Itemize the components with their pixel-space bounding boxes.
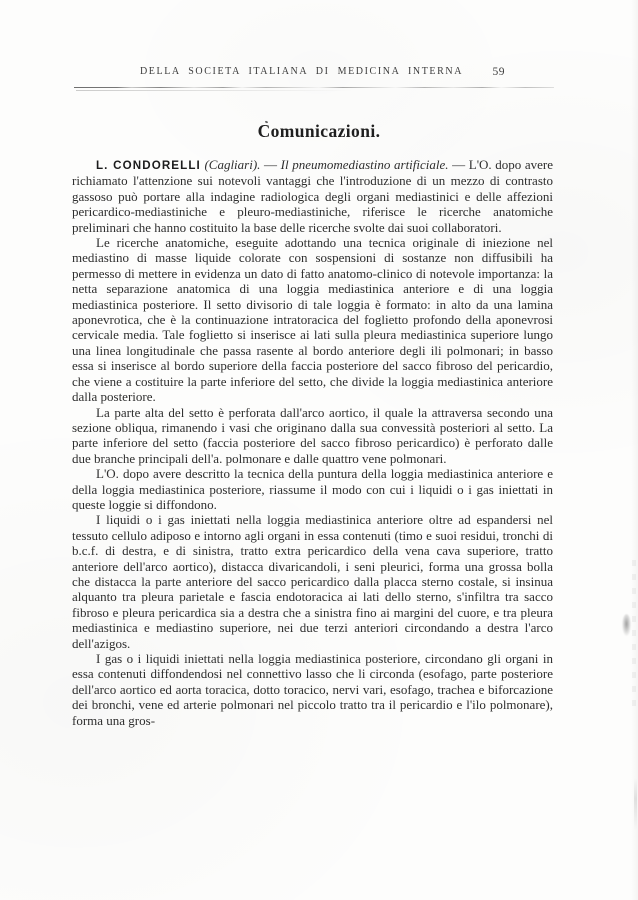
article-lead-paragraph <box>72 157 553 235</box>
body-paragraph: L'O. dopo avere descritto la tecnica della puntura della loggia mediastinica anteriore e della loggia mediastinica posteriore, riassume il modo con cui i liquidi o i gas iniettati in queste loggie si diffondono. <box>72 466 553 512</box>
running-head <box>72 66 553 80</box>
body-paragraph: I gas o i liquidi iniettati nella loggia mediastinica posteriore, circondano gli organi in essa contenuti diffondendosi nel connettivo lasso che li circonda (esofago, parte posteriore dell'arco aortico ed aorta toracica, dotto toracico, nervi vari, esofago, trachea e biforcazione dei bronchi, vene ed arterie polmonari nel piccolo tratto tra il pericardio e l'ilo polmonare), forma una gros- <box>72 651 553 728</box>
article-title: Il pneumomediastino artificiale. <box>280 157 449 172</box>
header-rule <box>74 87 554 89</box>
dash-separator: — <box>264 157 278 172</box>
article-body <box>72 157 553 728</box>
dash-separator: — <box>452 157 466 172</box>
page-number: 59 <box>492 66 505 78</box>
scan-edge-marks <box>632 560 636 710</box>
journal-name: DELLA SOCIETA ITALIANA DI MEDICINA INTERNA <box>139 66 464 77</box>
body-paragraph: Le ricerche anatomiche, eseguite adottando una tecnica originale di iniezione nel mediastino di masse liquide colorate con sospensioni di sostanze non diffusibili ha permesso di mettere in evidenza un dato di fatto anatomo-clinico di notevole importanza: la netta separazione anatomica di una loggia mediastinica anteriore e di una loggia mediastinica posteriore. Il setto divisorio di tale loggia è formato: in alto da una lamina aponevrotica, che è la continuazione intratoracica del foglietto profondo della aponevrosi cervicale media. Tale foglietto si inserisce ai lati sulla pleura mediastinica superiore lungo una linea longitudinale che passa rasente al bordo anteriore degli ili polmonari; in basso essa si inserisce al bordo superiore della faccia posteriore del sacco fibroso del pericardio, che viene a costituire la parte inferiore del setto, che divide la loggia mediastinica anteriore dalla posteriore. <box>72 235 553 405</box>
scan-smudge <box>622 614 631 636</box>
body-paragraph: La parte alta del setto è perforata dall'arco aortico, il quale la attraversa secondo una sezione obliqua, rimanendo i vasi che originano dalla sua convessità posteriori al setto. La parte inferiore del setto (faccia posteriore del sacco fibroso pericardico) è perforato dalle due branche principali dell'a. polmonare e dalle quattro vene polmonari. <box>72 404 553 466</box>
section-title: Comunicazioni. <box>257 121 381 141</box>
body-paragraph: I liquidi o i gas iniettati nella loggia mediastinica anteriore oltre ad espandersi nel tessuto cellulo adiposo e intorno agli organi in essa contenuti (timo e suoi residui, tronchi di b.c.f. di destra, e di sinistra, tratto extra pericardico della vena cava superiore, tratto anteriore dell'arco aortico), distacca divaricandoli, i seni pleurici, forma una grossa bolla che distacca la parte anteriore del sacco pericardico dalla placca sterno costale, si insinua alquanto tra pleura parietale e fascia endotoracica ai lati dello sterno, s'infiltra tra sacco fibroso e pleura pericardica sia a destra che a sinistra fino ai margini del cuore, e tra pleura mediastinica e mediastino superiore, nei due terzi anteriori circondando a destra l'arco dell'azigos. <box>72 512 553 651</box>
lead-text: L'O. dopo avere richiamato l'attenzione sui notevoli vantaggi che l'introduzione di un mezzo di contrasto gassoso può portare alla indagine radiologica degli organi mediastinici e delle affezioni pericardico-mediastiniche e pleuro-mediastiniche, riferisce le ricerche anatomiche preliminari che hanno costituito la base delle ricerche svolte dai suoi collaboratori. <box>72 157 554 235</box>
scan-edge-marks <box>634 778 637 830</box>
article-affiliation: (Cagliari). <box>204 157 261 172</box>
article-author: L. CONDORELLI <box>96 159 201 172</box>
